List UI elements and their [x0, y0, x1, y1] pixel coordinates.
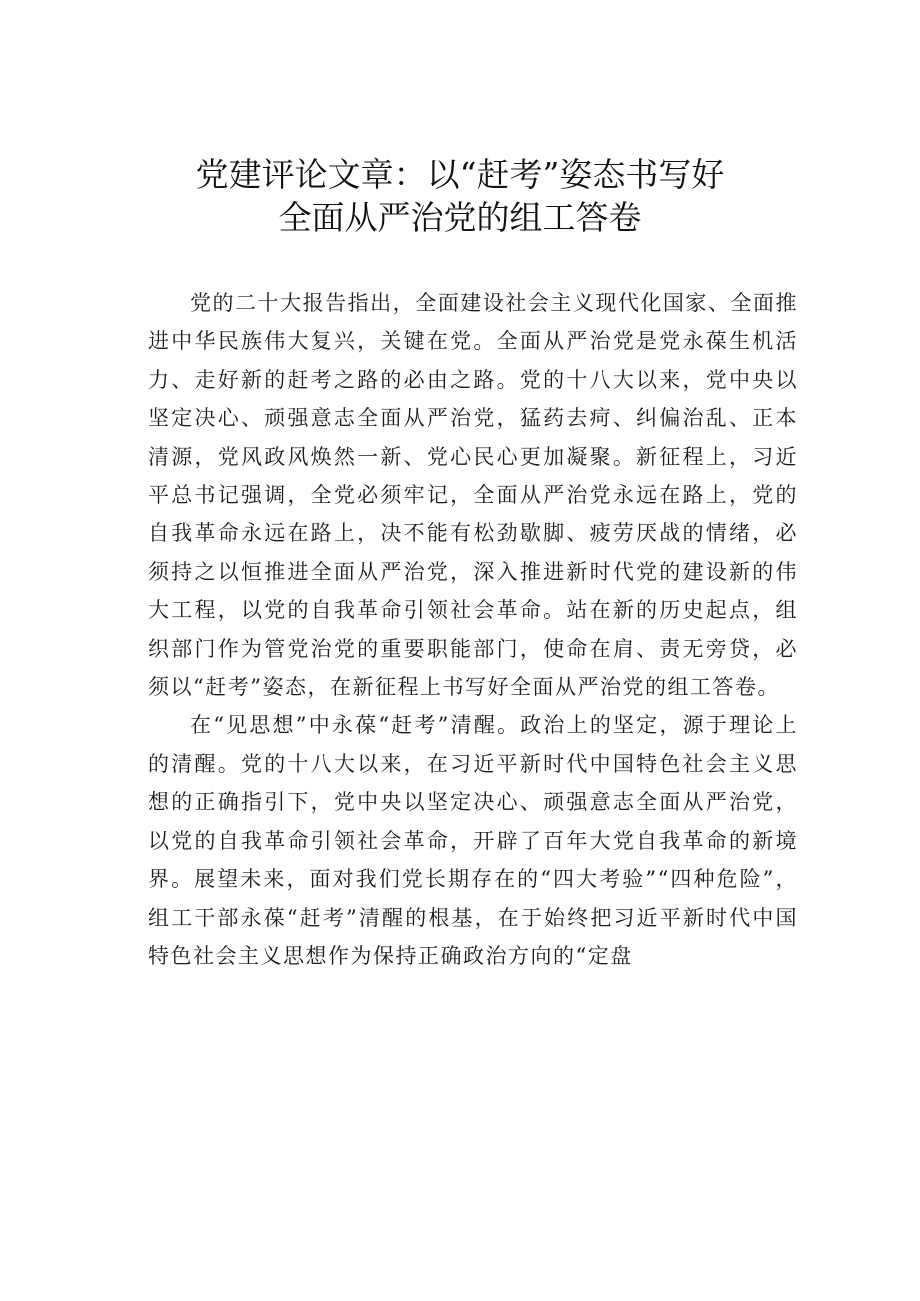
paragraph-2: 在“见思想”中永葆“赶考”清醒。政治上的坚定，源于理论上的清醒。党的十八大以来，在习近平新时代中国特色社会主义思想的正确指引下，党中央以坚定决心、顽强意志全面从严治党，以党的自我革命引领社会革命，开辟了百年大党自我革命的新境界。展望未来，面对我们党长期存在的“四大考验”“四种危险”，组工干部永葆“赶考”清醒的根基，在于始终把习近平新时代中国特色社会主义思想作为保持正确政治方向的“定盘 — [148, 713, 798, 968]
document-title-line-2: 全面从严治党的组工答卷 — [278, 198, 642, 237]
document-title-line-1: 党建评论文章：以“赶考”姿态书写好 — [195, 155, 725, 194]
document-body — [148, 284, 798, 975]
paragraph-1: 党的二十大报告指出，全面建设社会主义现代化国家、全面推进中华民族伟大复兴，关键在党。全面从严治党是党永葆生机活力、走好新的赶考之路的必由之路。党的十八大以来，党中央以坚定决心、顽强意志全面从严治党，猛药去疴、纠偏治乱、正本清源，党风政风焕然一新、党心民心更加凝聚。新征程上，习近平总书记强调，全党必须牢记，全面从严治党永远在路上，党的自我革命永远在路上，决不能有松劲歇脚、疲劳厌战的情绪，必须持之以恒推进全面从严治党，深入推进新时代党的建设新的伟大工程，以党的自我革命引领社会革命。站在新的历史起点，组织部门作为管党治党的重要职能部门，使命在肩、责无旁贷，必须以“赶考”姿态，在新征程上书写好全面从严治党的组工答卷。 — [148, 291, 798, 700]
